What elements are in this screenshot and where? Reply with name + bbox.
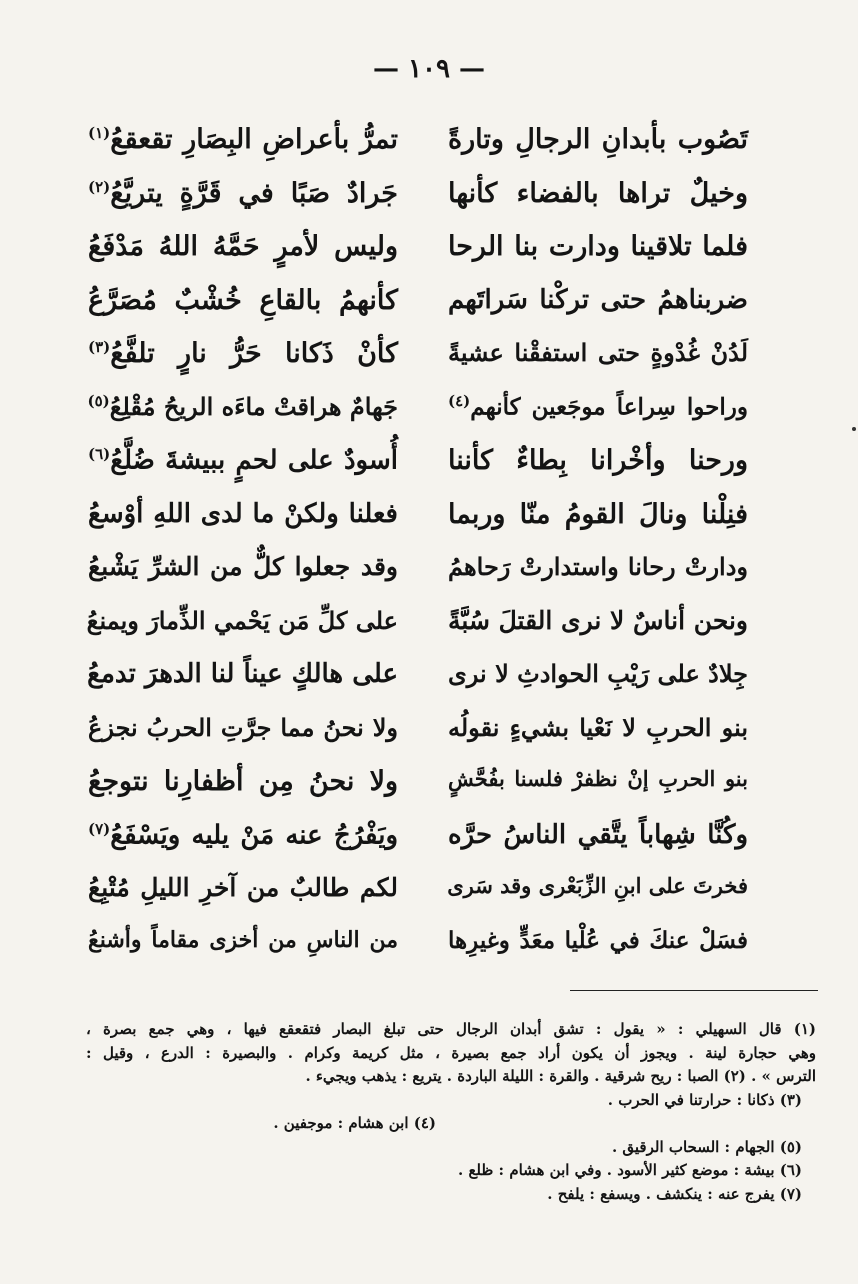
second-hemistich-text: ولا نحنُ مِن أظفارِنا نتوجعُ xyxy=(88,766,398,797)
first-hemistich xyxy=(448,766,748,791)
ink-speck xyxy=(852,427,856,431)
first-hemistich xyxy=(448,445,748,476)
footnote-4: (٤) ابن هشام : موجفين . xyxy=(273,1114,436,1132)
second-hemistich xyxy=(88,231,398,262)
first-hemistich xyxy=(448,392,748,421)
footnote-3: (٣) ذكانا : حرارتنا في الحرب . xyxy=(607,1090,802,1109)
second-hemistich xyxy=(88,713,398,742)
second-hemistich xyxy=(88,124,398,155)
verse-line xyxy=(88,332,748,386)
second-hemistich-text: أُسودٌ على لحمٍ ببيشةَ ضُلَّعُ xyxy=(110,445,398,476)
verse-line xyxy=(88,921,748,975)
footnote-5: (٥) الجهام : السحاب الرقيق . xyxy=(611,1137,802,1156)
footnote-reference: (٥) xyxy=(87,391,110,410)
second-hemistich-text: على هالكٍ عيناً لنا الدهرَ تدمعُ xyxy=(87,659,398,689)
second-hemistich xyxy=(88,659,398,689)
page-number: — ١٠٩ — xyxy=(372,54,486,84)
first-hemistich xyxy=(448,713,748,742)
footnote-reference: (٣) xyxy=(88,338,111,356)
footnote-6: (٦) بيشة : موضع كثير الأسود . وفي ابن هشام : ظلع . xyxy=(458,1161,802,1179)
verse-line xyxy=(88,279,748,333)
first-hemistich xyxy=(448,499,748,530)
first-hemistich xyxy=(448,606,748,635)
first-hemistich xyxy=(448,873,748,898)
verse-line xyxy=(88,225,748,279)
first-hemistich xyxy=(448,338,748,367)
first-hemistich-text: فلما تلاقينا ودارت بنا الرحا xyxy=(448,231,748,262)
first-hemistich-text: فنِلْنا ونالَ القومُ منّا وربما xyxy=(448,498,748,530)
first-hemistich xyxy=(448,820,748,850)
first-hemistich-text: لَدُنْ غُدْوةٍ حتى استفقْنا عشيةً xyxy=(448,338,748,367)
second-hemistich xyxy=(88,766,398,797)
second-hemistich-text: كأنْ ذَكانا حَرُّ نارٍ تلفَّعُ xyxy=(110,338,398,369)
second-hemistich xyxy=(88,552,398,581)
verse-line xyxy=(88,707,748,761)
second-hemistich-text: على كلِّ مَن يَحْمي الذِّمارَ ويمنعُ xyxy=(86,605,398,635)
verse-line xyxy=(88,386,748,440)
verse-line xyxy=(88,867,748,921)
footnote-reference: (٧) xyxy=(88,819,111,838)
first-hemistich xyxy=(448,124,748,155)
footnote-1-line-3: الترس » . (٢) الصبا : ريح شرقية . والقرة : الليلة الباردة . يتريع : يذهب ويجيء . xyxy=(305,1067,816,1085)
first-hemistich xyxy=(448,231,748,262)
second-hemistich-text: من الناسِ من أخزى مقاماً وأشنعُ xyxy=(88,926,398,953)
first-hemistich-text: بنو الحربِ لا نَعْيا بشيءٍ نقولُه xyxy=(448,712,748,742)
footnote-1-line-2: وهي حجارة لينة . ويجوز أن يكون أراد جمع بصيرة ، مثل كريمة وكرام . والبصيرة : الدرع ، وقيل : xyxy=(86,1043,816,1062)
verse-line xyxy=(88,172,748,226)
second-hemistich-text: وليس لأمرٍ حَمَّهُ اللهُ مَدْفَعُ xyxy=(88,231,398,262)
verse-line xyxy=(88,600,748,654)
second-hemistich-text: تمرُّ بأعراضِ البِصَارِ تقعقعُ xyxy=(110,124,398,155)
second-hemistich-text: فعلنا ولكنْ ما لدى اللهِ أوْسعُ xyxy=(88,498,398,529)
first-hemistich-text: ونحن أناسٌ لا نرى القتلَ سُبَّةً xyxy=(448,605,748,635)
second-hemistich-text: جَهامٌ هراقتْ ماءَه الريحُ مُقْلِعُ xyxy=(109,391,398,421)
footnote-reference: (٢) xyxy=(88,177,111,196)
footnote-reference: (٤) xyxy=(448,391,471,410)
second-hemistich-text: كأنهمُ بالقاعِ خُشْبٌ مُصَرَّعُ xyxy=(88,284,398,316)
first-hemistich xyxy=(448,927,748,954)
second-hemistich-text: ويَفْرُجُ عنه مَنْ يليه ويَسْفَعُ xyxy=(110,820,398,851)
first-hemistich xyxy=(448,285,748,315)
first-hemistich xyxy=(448,659,748,688)
first-hemistich-text: ورحنا وأخْرانا بِطاءٌ كأننا xyxy=(448,445,748,476)
second-hemistich xyxy=(88,606,398,635)
second-hemistich xyxy=(88,338,398,369)
second-hemistich-text: لكم طالبٌ من آخرِ الليلِ مُتْبِعُ xyxy=(88,873,398,902)
second-hemistich xyxy=(88,820,398,851)
first-hemistich-text: وخيلٌ تراها بالفضاء كأنها xyxy=(448,177,748,209)
footnote-reference: (٦) xyxy=(88,445,111,463)
verse-line xyxy=(88,760,748,814)
first-hemistich-text: جِلادٌ على رَيْبِ الحوادثِ لا نرى xyxy=(448,659,748,688)
second-hemistich xyxy=(88,499,398,529)
first-hemistich-text: بنو الحربِ إنْ نظفرْ فلسنا بفُحَّشٍ xyxy=(448,766,748,791)
footnotes xyxy=(86,1018,816,1206)
verse-line xyxy=(88,118,748,172)
poem xyxy=(88,118,748,974)
second-hemistich xyxy=(88,285,398,316)
second-hemistich xyxy=(88,927,398,953)
first-hemistich xyxy=(448,552,748,581)
second-hemistich-text: وقد جعلوا كلٌّ من الشرِّ يَشْبعُ xyxy=(88,552,398,581)
footnote-1-line-1: (١) قال السهيلي : « يقول : تشق أبدان الرجال حتى تبلغ البصار فتقعقع فيها ، وهي جمع بصرة ، xyxy=(86,1020,816,1038)
first-hemistich-text: فسَلْ عنكَ في عُلْيا معَدٍّ وغيرِها xyxy=(448,926,748,954)
verse-line xyxy=(88,814,748,868)
second-hemistich xyxy=(88,178,398,209)
verse-line xyxy=(88,439,748,493)
footnote-7: (٧) يفرج عنه : ينكشف . ويسفع : يلفح . xyxy=(547,1184,802,1203)
second-hemistich xyxy=(88,392,398,421)
first-hemistich xyxy=(448,178,748,209)
first-hemistich-text: ودارتْ رحانا واستدارتْ رَحاهمُ xyxy=(448,552,748,581)
first-hemistich-text: تَصُوب بأبدانِ الرجالِ وتارةً xyxy=(448,124,748,155)
second-hemistich xyxy=(88,873,398,902)
second-hemistich-text: ولا نحنُ مما جرَّتِ الحربُ نجزعُ xyxy=(88,712,398,742)
first-hemistich-text: وراحوا سِراعاً موجَعين كأنهم xyxy=(470,393,748,421)
footnote-rule xyxy=(570,990,818,991)
verse-line xyxy=(88,493,748,547)
second-hemistich xyxy=(88,445,398,476)
second-hemistich-text: جَرادٌ صَبًا في قَرَّةٍ يتريَّعُ xyxy=(110,177,398,209)
first-hemistich-text: ضربناهمُ حتى تركْنا سَراتَهم xyxy=(448,284,748,315)
verse-line xyxy=(88,546,748,600)
footnote-reference: (١) xyxy=(88,124,111,142)
verse-line xyxy=(88,653,748,707)
first-hemistich-text: فخرتَ على ابنِ الزِّبَعْرى وقد سَرى xyxy=(447,873,748,898)
first-hemistich-text: وكُنَّا شِهاباً يتَّقي الناسُ حرَّه xyxy=(448,819,748,850)
